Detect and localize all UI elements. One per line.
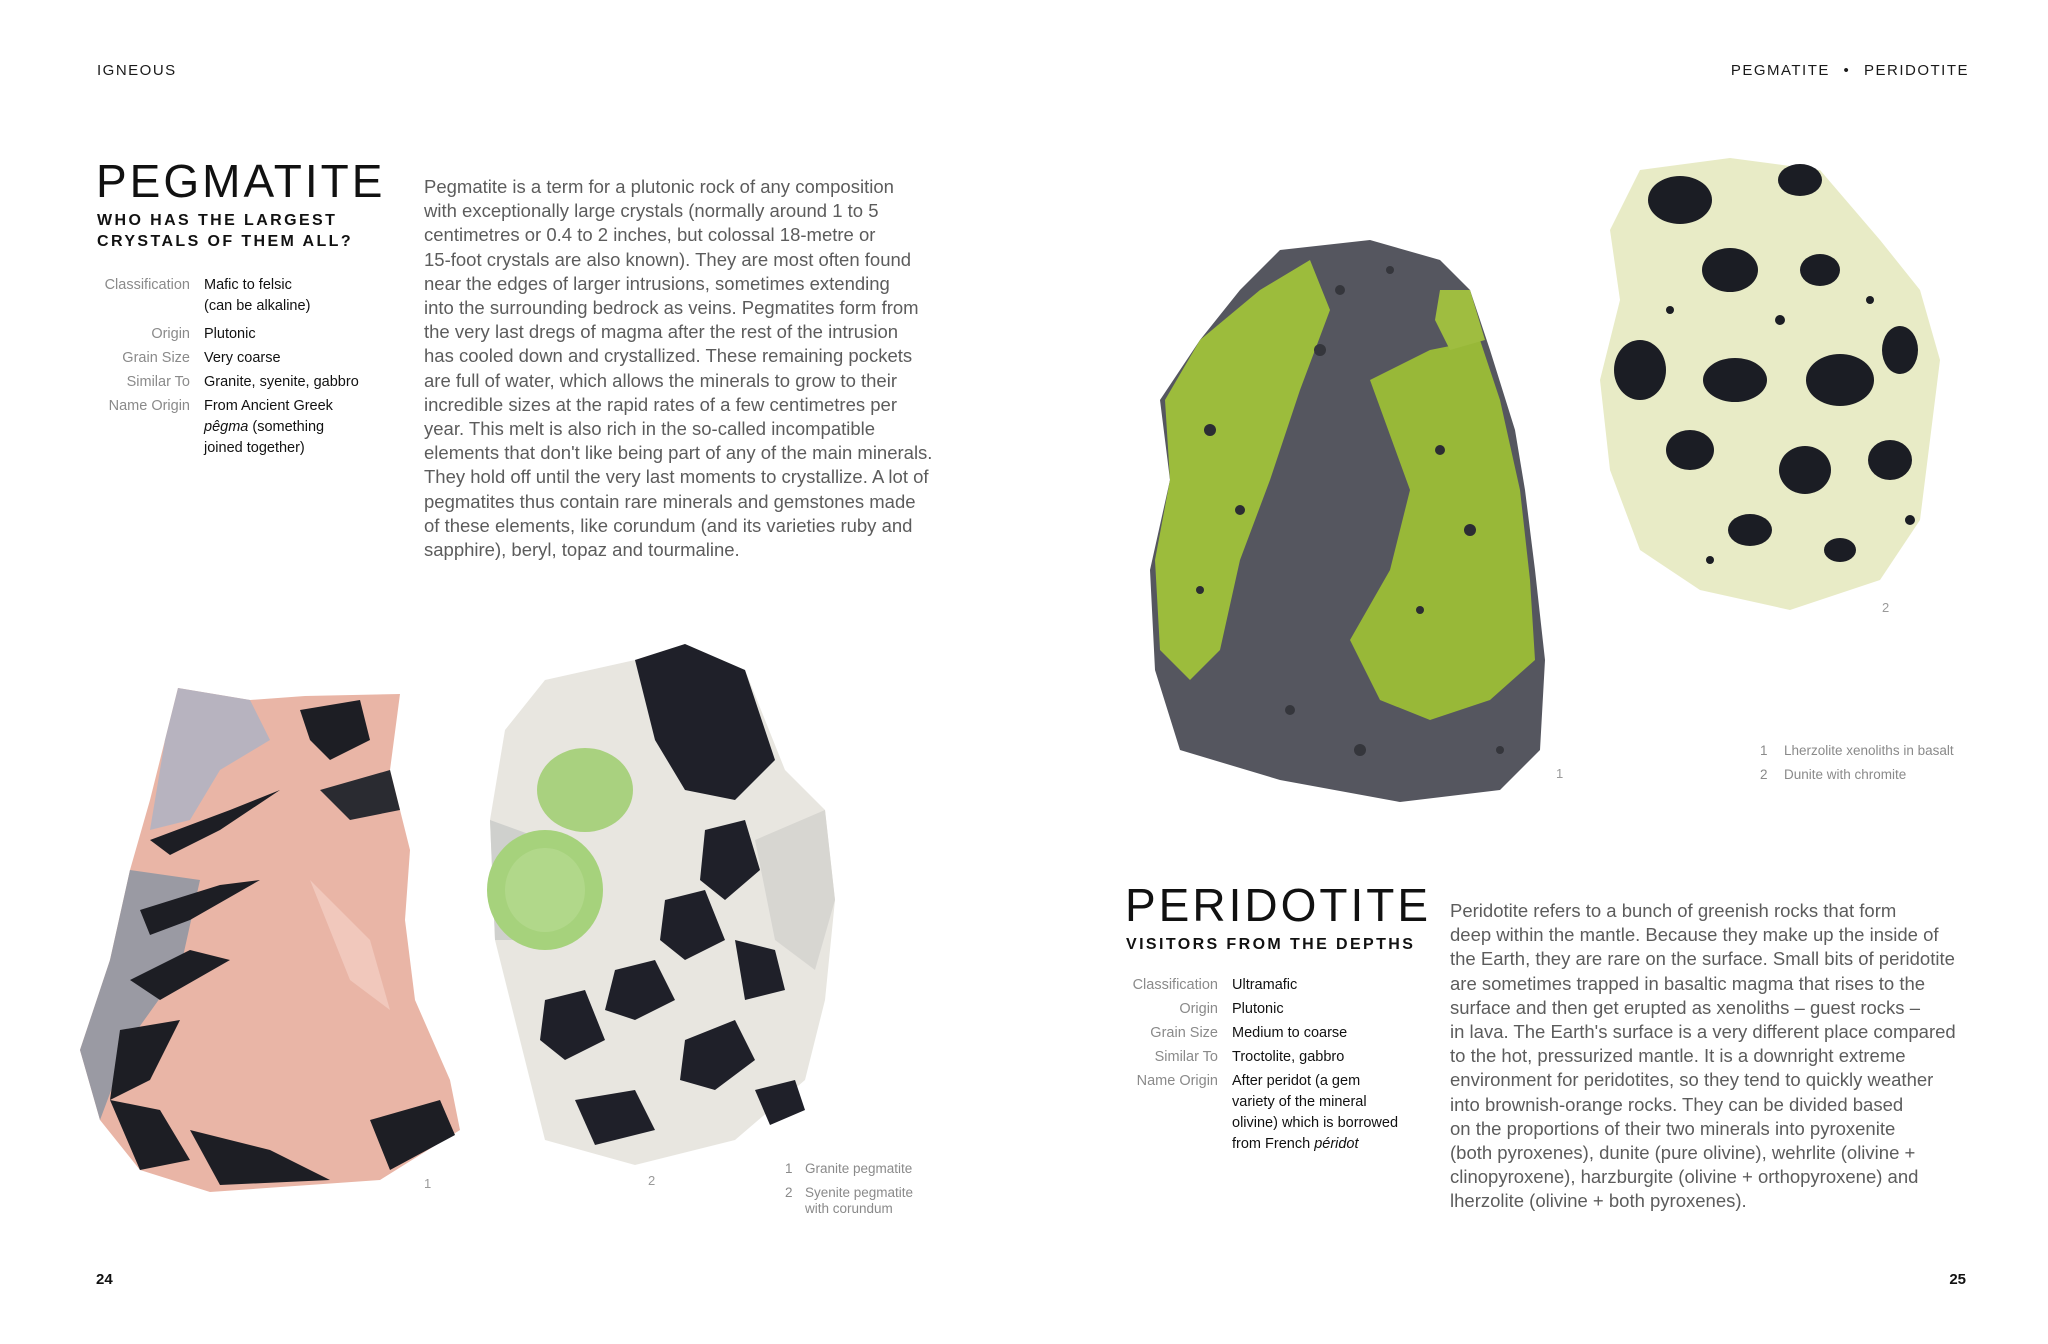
caption-item — [1760, 742, 1954, 760]
fact-row — [1112, 1023, 1398, 1044]
fact-value: Plutonic — [204, 326, 256, 342]
fact-row — [90, 396, 359, 459]
caption-text: Granite pegmatite — [805, 1161, 913, 1176]
pegmatite-subtitle — [97, 210, 353, 252]
granite-pegmatite-illustration — [70, 680, 490, 1200]
body-text-line: incredible sizes at the rapid rates of a few centimetres per — [424, 393, 898, 415]
lherzolite-basalt-illustration — [1140, 230, 1560, 810]
caption-number: 1 — [785, 1161, 793, 1176]
running-head-left: IGNEOUS — [97, 62, 177, 79]
fact-value — [204, 396, 333, 459]
running-head-right — [1731, 62, 1969, 79]
peridotite-captions — [1760, 742, 1954, 784]
peridotite-subtitle: VISITORS FROM THE DEPTHS — [1126, 936, 1416, 953]
body-text-line: lherzolite (olivine + both pyroxenes). — [1450, 1190, 1747, 1212]
fact-key: Classification — [104, 277, 190, 293]
body-text-line: the Earth, they are rare on the surface. Small bits of peridotite — [1450, 948, 1955, 970]
pegmatite-captions — [785, 1160, 913, 1218]
fact-row — [90, 275, 359, 317]
fact-value: Troctolite, gabbro — [1232, 1049, 1345, 1065]
pegmatite-facts — [90, 275, 359, 459]
body-text-line: 15-foot crystals are also known). They are most often found — [424, 248, 912, 270]
peridotite-body-text — [1450, 899, 1970, 1214]
caption-item — [785, 1160, 913, 1178]
fact-value-line — [204, 417, 333, 438]
body-text-line: to the hot, pressurized mantle. It is a downright extreme — [1450, 1045, 1906, 1067]
fact-value: Medium to coarse — [1232, 1025, 1348, 1041]
fact-value-line: Mafic to felsic — [204, 277, 292, 293]
pegmatite-figure-number-1: 1 — [424, 1176, 432, 1191]
body-text-line: into the surrounding bedrock as veins. Pegmatites form from — [424, 297, 919, 319]
fact-key: Classification — [1132, 977, 1218, 993]
body-text-line: of these elements, like corundum (and its varieties ruby and — [424, 514, 913, 536]
fact-row — [90, 324, 359, 345]
body-text-line: elements that don't like being part of any of the main minerals. — [424, 442, 933, 464]
caption-number: 2 — [785, 1185, 793, 1200]
caption-number: 2 — [1760, 767, 1768, 782]
fact-key: Origin — [1179, 1001, 1218, 1017]
fact-value-emphasis: péridot — [1314, 1136, 1359, 1152]
running-head-separator: • — [1843, 62, 1851, 79]
fact-value: Ultramafic — [1232, 977, 1298, 993]
fact-key: Grain Size — [122, 350, 190, 366]
caption-text-line: Syenite pegmatite — [805, 1185, 914, 1200]
peridotite-figure-number-2: 2 — [1882, 600, 1890, 615]
pegmatite-body-text — [424, 175, 944, 562]
running-head-right-2: PERIDOTITE — [1863, 62, 1969, 79]
body-text-line: are full of water, which allows the minerals to grow to their — [424, 369, 897, 391]
fact-row — [1112, 1071, 1398, 1155]
body-text-line: (both pyroxenes), dunite (pure olivine), wehrlite (olivine + — [1450, 1142, 1916, 1164]
body-text-line: Peridotite refers to a bunch of greenish rocks that form — [1450, 900, 1897, 921]
body-text-line: Pegmatite is a term for a plutonic rock of any composition — [424, 176, 894, 197]
fact-row — [1112, 999, 1398, 1020]
fact-row — [1112, 975, 1398, 996]
caption-item — [785, 1184, 913, 1218]
body-text-line: environment for peridotites, so they tend to quickly weather — [1450, 1069, 1934, 1091]
peridotite-figure-number-1: 1 — [1556, 766, 1564, 781]
fact-value-line: joined together) — [204, 440, 305, 456]
fact-value: Granite, syenite, gabbro — [204, 374, 359, 390]
fact-value: Plutonic — [1232, 1001, 1284, 1017]
body-text-line: deep within the mantle. Because they make up the inside of — [1450, 924, 1939, 946]
fact-value-line: olivine) which is borrowed — [1232, 1115, 1399, 1131]
syenite-pegmatite-illustration — [485, 640, 865, 1180]
body-text-line: surface and then get erupted as xenoliths – guest rocks – — [1450, 996, 1920, 1018]
fact-value: Very coarse — [204, 350, 281, 366]
fact-value-text: from French — [1232, 1136, 1315, 1152]
fact-value-emphasis: pêgma — [204, 419, 249, 435]
body-text-line: sapphire), beryl, topaz and tourmaline. — [424, 539, 740, 561]
fact-value-line: variety of the mineral — [1232, 1094, 1367, 1110]
peridotite-facts — [1112, 975, 1398, 1155]
caption-text: Lherzolite xenoliths in basalt — [1784, 743, 1954, 758]
body-text-line: are sometimes trapped in basaltic magma that rises to the — [1450, 972, 1926, 994]
fact-key: Grain Size — [1150, 1025, 1218, 1041]
caption-item — [1760, 766, 1954, 784]
pegmatite-figure-number-2: 2 — [648, 1173, 656, 1188]
body-text-line: year. This melt is also rich in the so-called incompatible — [424, 418, 876, 440]
body-text-line: the very last dregs of magma after the rest of the intrusion — [424, 321, 899, 343]
fact-value-line — [1232, 1134, 1398, 1155]
running-head-right-1: PEGMATITE — [1730, 62, 1830, 79]
body-text-line: on the proportions of their two minerals into pyroxenite — [1450, 1117, 1896, 1139]
folio-right: 25 — [1949, 1271, 1966, 1288]
body-text-line: with exceptionally large crystals (normally around 1 to 5 — [424, 200, 879, 222]
body-text-line: into brownish-orange rocks. They can be divided based — [1450, 1093, 1904, 1115]
peridotite-title: PERIDOTITE — [1125, 879, 1432, 931]
body-text-line: centimetres or 0.4 to 2 inches, but colossal 18-metre or — [424, 224, 876, 246]
body-text-line: clinopyroxene), harzburgite (olivine + orthopyroxene) and — [1450, 1166, 1919, 1188]
fact-value-line: After peridot (a gem — [1232, 1073, 1361, 1089]
dunite-chromite-illustration — [1580, 140, 1960, 610]
caption-text: Dunite with chromite — [1784, 767, 1907, 782]
fact-value-line: From Ancient Greek — [204, 398, 333, 414]
fact-value-line: (can be alkaline) — [204, 298, 311, 314]
pegmatite-subtitle-line-2: CRYSTALS OF THEM ALL? — [97, 233, 354, 250]
fact-value — [204, 275, 310, 317]
body-text-line: in lava. The Earth's surface is a very different place compared — [1450, 1021, 1956, 1043]
fact-key: Name Origin — [1136, 1073, 1218, 1089]
body-text-line: near the edges of larger intrusions, sometimes extending — [424, 272, 890, 294]
caption-text-line: with corundum — [805, 1201, 893, 1216]
folio-left: 24 — [96, 1271, 113, 1288]
fact-row — [90, 372, 359, 393]
fact-row — [90, 348, 359, 369]
fact-value-text: (something — [248, 419, 325, 435]
caption-number: 1 — [1760, 743, 1768, 758]
caption-text — [805, 1184, 913, 1218]
fact-key: Similar To — [1154, 1049, 1218, 1065]
fact-key: Similar To — [126, 374, 190, 390]
pegmatite-title: PEGMATITE — [96, 155, 386, 207]
body-text-line: has cooled down and crystallized. These remaining pockets — [424, 345, 913, 367]
fact-key: Origin — [151, 326, 190, 342]
fact-value — [1232, 1071, 1398, 1155]
fact-key: Name Origin — [108, 398, 190, 414]
body-text-line: They hold off until the very last moments to crystallize. A lot of — [424, 466, 929, 488]
pegmatite-subtitle-line-1: WHO HAS THE LARGEST — [97, 212, 338, 229]
body-text-line: pegmatites thus contain rare minerals and gemstones made — [424, 490, 916, 512]
fact-row — [1112, 1047, 1398, 1068]
